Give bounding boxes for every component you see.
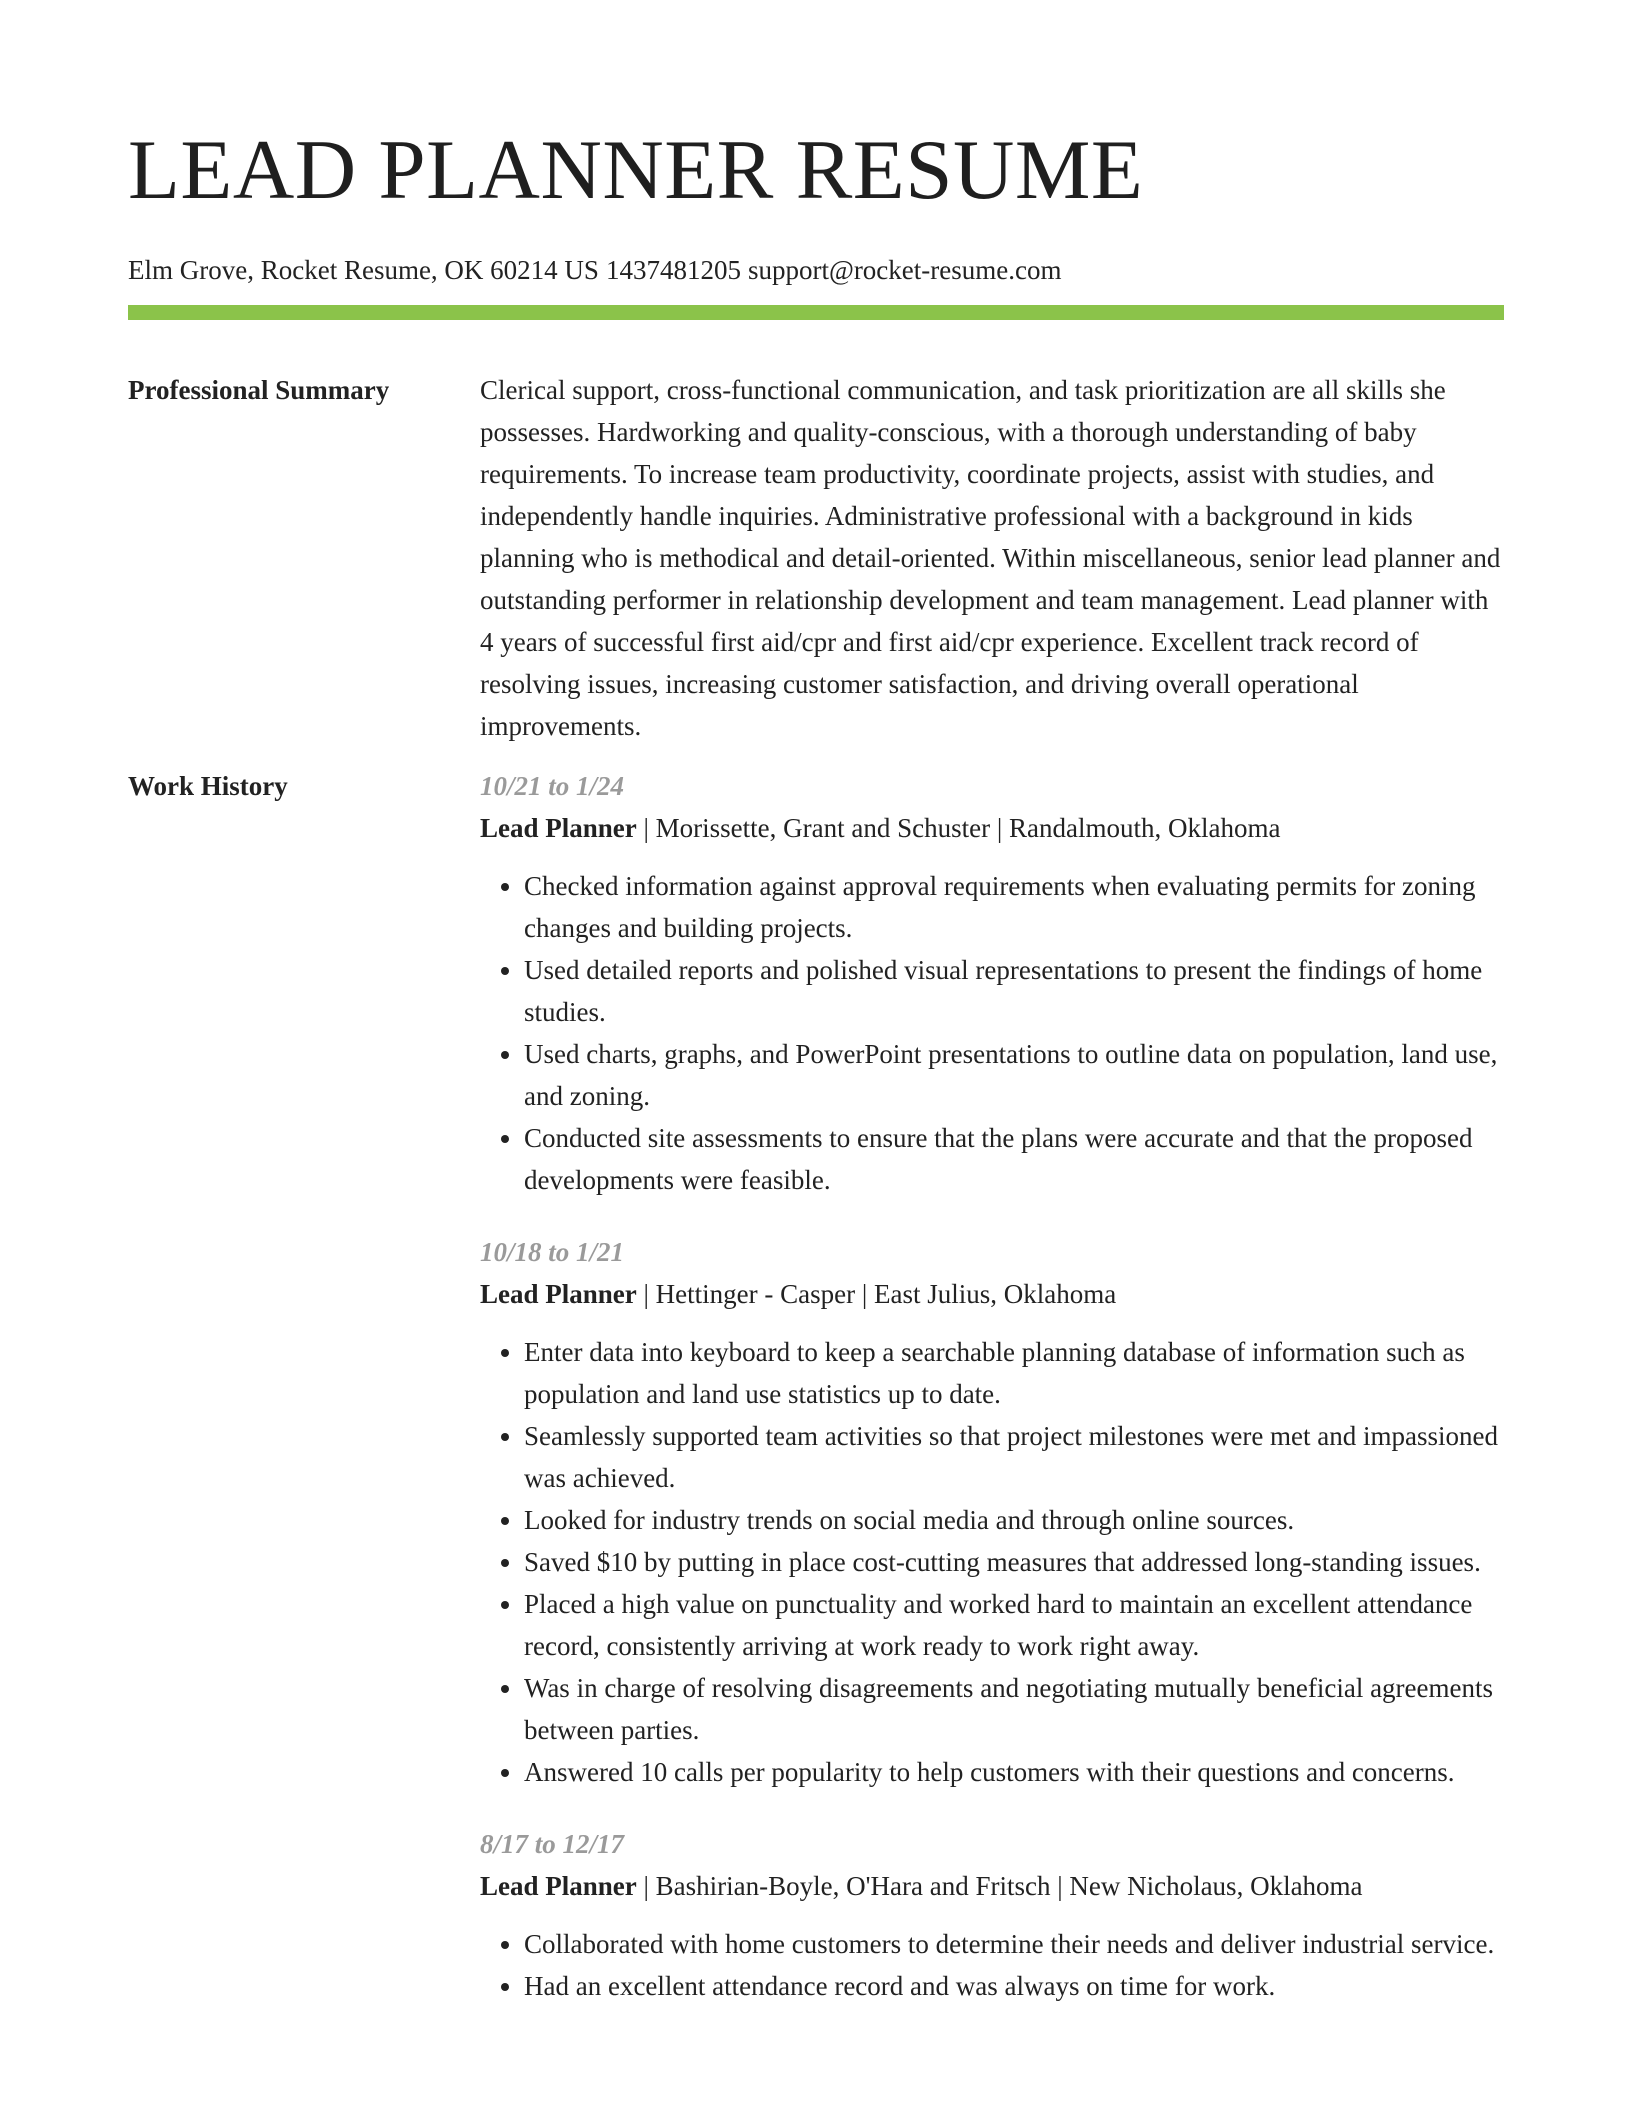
job-separator-1: | [636, 813, 656, 843]
job-title: Lead Planner [480, 1871, 637, 1901]
job-dates: 10/18 to 1/21 [480, 1237, 625, 1267]
job-company: Morissette, Grant and Schuster [655, 813, 991, 843]
job-bullet: • Saved $10 by putting in place cost-cutting measures that addressed long-standing issues. [524, 1541, 1504, 1583]
work-history-body [480, 765, 1504, 2037]
job-bullet: • Used detailed reports and polished visual representations to present the findings of home studies. [524, 949, 1504, 1033]
job-bullet-list [480, 865, 1504, 1201]
job-dates: 8/17 to 12/17 [480, 1829, 625, 1859]
job-bullet: • Seamlessly supported team activities so that project milestones were met and impassioned was achieved. [524, 1415, 1504, 1499]
job-title: Lead Planner [480, 813, 637, 843]
job-company: Hettinger - Casper [655, 1279, 856, 1309]
summary-body [480, 369, 1504, 747]
job-location: East Julius, Oklahoma [874, 1279, 1117, 1309]
job-separator-1: | [636, 1279, 656, 1309]
work-history-section [128, 765, 1504, 2037]
job-bullet: • Answered 10 calls per popularity to help customers with their questions and concerns. [524, 1751, 1504, 1793]
job-entry [480, 1823, 1504, 2007]
job-bullet: • Collaborated with home customers to determine their needs and deliver industrial service. [524, 1923, 1504, 1965]
job-bullet-list [480, 1331, 1504, 1793]
section-label-summary: Professional Summary [128, 375, 390, 405]
job-bullet: • Conducted site assessments to ensure that the plans were accurate and that the proposed developments were feasible. [524, 1117, 1504, 1201]
job-location: Randalmouth, Oklahoma [1009, 813, 1281, 843]
contact-address: Elm Grove, Rocket Resume, OK 60214 US [128, 255, 599, 285]
job-separator-2: | [855, 1279, 875, 1309]
job-dates: 10/21 to 1/24 [480, 771, 625, 801]
professional-summary-section [128, 369, 1504, 747]
job-bullet: • Used charts, graphs, and PowerPoint presentations to outline data on population, land use, and zoning. [524, 1033, 1504, 1117]
job-title-line [480, 1273, 1504, 1315]
job-title: Lead Planner [480, 1279, 637, 1309]
resume-page [128, 0, 1504, 2037]
section-label-work-history: Work History [128, 771, 288, 801]
accent-divider [128, 305, 1504, 320]
contact-phone: 1437481205 [605, 255, 741, 285]
summary-text: Clerical support, cross-functional communication, and task prioritization are all skills she possesses. Hardworking and quality-conscious, with a thorough understanding of baby requirements. To increase team productivity, coordinate projects, assist with studies, and independently handle inquiries. Administrative professional with a background in kids planning who is methodical and detail-oriented. Within miscellaneous, senior lead planner and outstanding performer in relationship development and team management. Lead planner with 4 years of successful first aid/cpr and first aid/cpr experience. Excellent track record of resolving issues, increasing customer satisfaction, and driving overall operational improvements. [480, 375, 1501, 741]
job-bullet-list [480, 1923, 1504, 2007]
job-location: New Nicholaus, Oklahoma [1069, 1871, 1363, 1901]
job-entry [480, 765, 1504, 1201]
job-entry [480, 1231, 1504, 1793]
job-bullet: • Checked information against approval requirements when evaluating permits for zoning changes and building projects. [524, 865, 1504, 949]
job-separator-2: | [990, 813, 1010, 843]
job-title-line [480, 807, 1504, 849]
job-bullet: • Enter data into keyboard to keep a searchable planning database of information such as population and land use statistics up to date. [524, 1331, 1504, 1415]
contact-email: support@rocket-resume.com [747, 255, 1062, 285]
job-bullet: • Was in charge of resolving disagreements and negotiating mutually beneficial agreements between parties. [524, 1667, 1504, 1751]
job-bullet: • Looked for industry trends on social media and through online sources. [524, 1499, 1504, 1541]
contact-line [128, 254, 1504, 286]
resume-title: LEAD PLANNER RESUME [128, 123, 1144, 217]
job-title-line [480, 1865, 1504, 1907]
job-bullet: • Had an excellent attendance record and was always on time for work. [524, 1965, 1504, 2007]
job-separator-2: | [1050, 1871, 1070, 1901]
job-bullet: • Placed a high value on punctuality and worked hard to maintain an excellent attendance record, consistently arriving at work ready to work right away. [524, 1583, 1504, 1667]
job-separator-1: | [636, 1871, 656, 1901]
job-company: Bashirian-Boyle, O'Hara and Fritsch [655, 1871, 1051, 1901]
